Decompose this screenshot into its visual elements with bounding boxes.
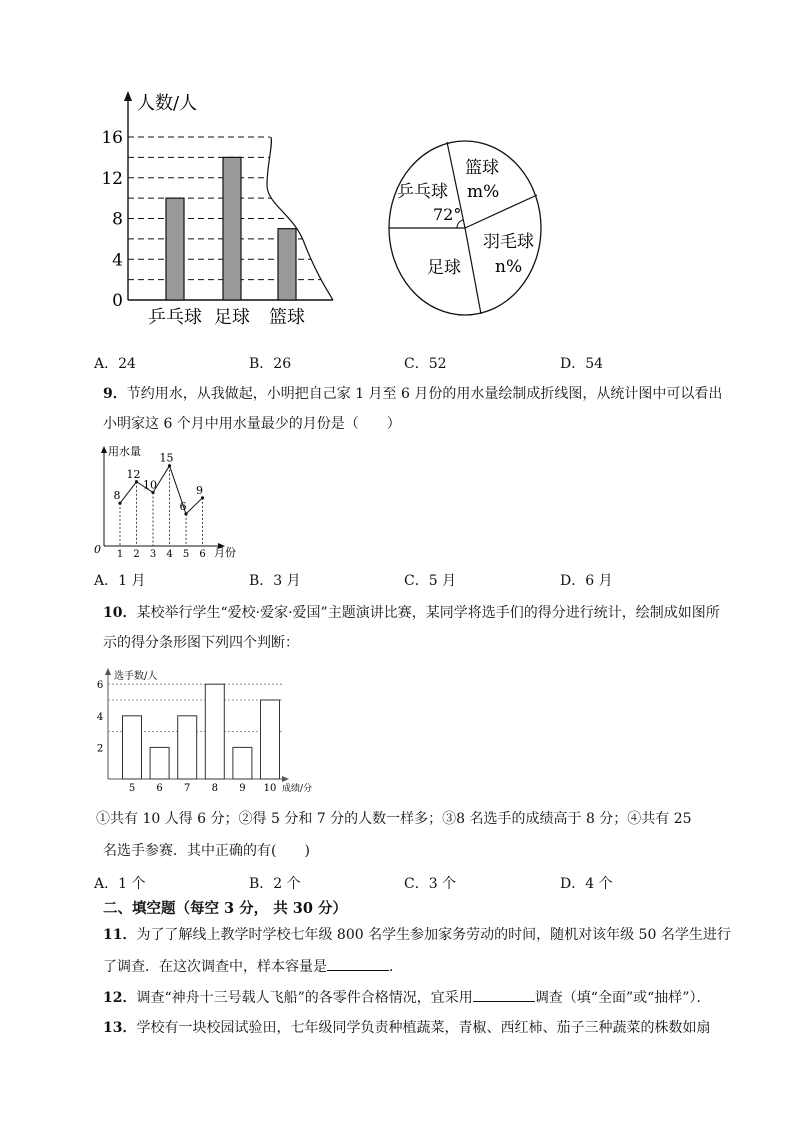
- x-tick-label: 6: [156, 783, 163, 794]
- pie-angle-label: 72°: [433, 205, 462, 224]
- q10-statement-line2: 名选手参赛．其中正确的有( ): [103, 843, 310, 859]
- y-tick-label: 6: [96, 680, 104, 692]
- category-label: 乒乓球: [148, 307, 202, 328]
- pie-value-basketball: m%: [467, 182, 500, 202]
- data-label: 8: [113, 489, 121, 503]
- y-axis-label: 选手数/人: [114, 671, 158, 682]
- q10-statement-line1: ①共有 10 人得 6 分；②得 5 分和 7 分的人数一样多；③8 名选手的成绩高于 8 分；④共有 25: [96, 811, 692, 827]
- bar-篮球: [278, 229, 296, 300]
- y-axis-label: 用水量: [108, 445, 141, 458]
- y-axis-arrow: [124, 91, 132, 101]
- data-label: 15: [159, 451, 174, 465]
- y-tick-label: 16: [101, 128, 123, 148]
- q11-answer-blank[interactable]: [327, 956, 389, 971]
- x-axis-label: 成绩/分: [282, 784, 313, 794]
- y-tick-label: 0: [112, 291, 123, 311]
- pie-label-football: 足球: [427, 258, 461, 278]
- pie-label-basketball: 篮球: [465, 158, 499, 178]
- x-tick-label: 7: [184, 783, 191, 794]
- x-tick-label: 6: [199, 549, 206, 560]
- q9-option-c[interactable]: C．5 月: [404, 573, 457, 589]
- x-axis-arrow: [282, 776, 289, 782]
- y-tick-label: 12: [101, 168, 123, 189]
- x-tick-label: 4: [166, 549, 173, 560]
- q8-option-a[interactable]: A．24: [94, 356, 136, 372]
- q8-option-b[interactable]: B．26: [249, 356, 292, 372]
- bar-score-9: [233, 747, 252, 779]
- data-label: 6: [179, 499, 187, 513]
- q11-stem-line1: 11．为了了解线上教学时学校七年级 800 名学生参加家务劳动的时间，随机对该年级 50 名学生进行: [103, 927, 731, 943]
- q9-stem-line1: 9．节约用水，从我做起，小明把自己家 1 月至 6 月份的用水量绘制成折线图，从统计图中可以看出: [103, 386, 723, 402]
- q8-pie-chart: [385, 135, 555, 325]
- x-tick-label: 2: [133, 549, 140, 560]
- q9-option-d[interactable]: D．6 月: [560, 573, 613, 589]
- bar-足球: [223, 157, 241, 300]
- bar-乒乓球: [166, 198, 184, 300]
- x-tick-label: 3: [149, 549, 157, 560]
- bar-score-8: [205, 684, 224, 779]
- q10-stem-line1: 10．某校举行学生“爱校·爱家·爱国”主题演讲比赛，某同学将选手们的得分进行统计，绘制成如图所: [103, 605, 720, 621]
- y-tick-label: 8: [112, 209, 123, 230]
- q9-stem-line2: 小明家这 6 个月中用水量最少的月份是（ ）: [103, 416, 401, 432]
- q8-bar-chart: [95, 85, 345, 335]
- category-label: 篮球: [269, 307, 305, 328]
- x-tick-label: 5: [128, 783, 136, 794]
- data-label: 10: [143, 478, 157, 492]
- q9-line-chart: [90, 443, 250, 563]
- bar-score-5: [123, 716, 142, 779]
- q10-option-d[interactable]: D．4 个: [560, 876, 613, 892]
- data-label: 9: [196, 483, 203, 497]
- q13-stem-line1: 13．学校有一块校园试验田，七年级同学负责种植蔬菜，青椒、西红柿、茄子三种蔬菜的株数如扇: [103, 1020, 711, 1036]
- q9-option-a[interactable]: A．1 月: [94, 573, 146, 589]
- y-axis-arrow: [101, 446, 107, 453]
- q10-option-a[interactable]: A．1 个: [94, 876, 146, 892]
- q10-option-b[interactable]: B．2 个: [249, 876, 301, 892]
- pie-value-badminton: n%: [495, 257, 523, 277]
- x-tick-label: 9: [239, 783, 246, 794]
- x-tick-label: 5: [182, 549, 190, 560]
- q8-option-d[interactable]: D．54: [560, 356, 604, 372]
- origin-label: 0: [94, 543, 101, 556]
- bar-score-6: [150, 747, 169, 779]
- y-tick-label: 4: [112, 250, 123, 271]
- section-title-fill-blank: 二、填空题（每空 3 分， 共 30 分）: [103, 900, 348, 917]
- x-tick-label: 8: [211, 783, 218, 794]
- q12-answer-blank[interactable]: [473, 987, 535, 1002]
- category-label: 足球: [214, 307, 250, 328]
- bar-score-7: [178, 716, 197, 779]
- y-axis-label: 人数/人: [137, 93, 198, 114]
- q9-option-b[interactable]: B．3 月: [249, 573, 301, 589]
- q10-stem-line2: 示的得分条形图下列四个判断：: [103, 635, 299, 651]
- pie-label-badminton: 羽毛球: [483, 232, 534, 252]
- bar-score-10: [261, 700, 280, 779]
- x-axis-label: 月份: [214, 546, 236, 559]
- pie-label-pingpong: 乒乓球: [397, 182, 448, 202]
- y-tick-label: 4: [96, 711, 104, 723]
- y-tick-label: 2: [96, 743, 104, 755]
- x-tick-label: 10: [263, 783, 277, 794]
- q8-option-c[interactable]: C．52: [404, 356, 447, 372]
- y-axis-arrow: [105, 668, 111, 675]
- x-tick-label: 1: [116, 549, 124, 560]
- q12-stem-line1: 12．调查“神舟十三号载人飞船”的各零件合格情况，宜采用 调查（填“全面”或“抽样”）．: [103, 987, 710, 1008]
- q10-option-c[interactable]: C．3 个: [404, 876, 457, 892]
- data-label: 12: [126, 467, 141, 481]
- q11-stem-line2: 了调查．在这次调查中，样本容量是 ．: [103, 956, 403, 977]
- q10-bar-chart: [88, 663, 328, 795]
